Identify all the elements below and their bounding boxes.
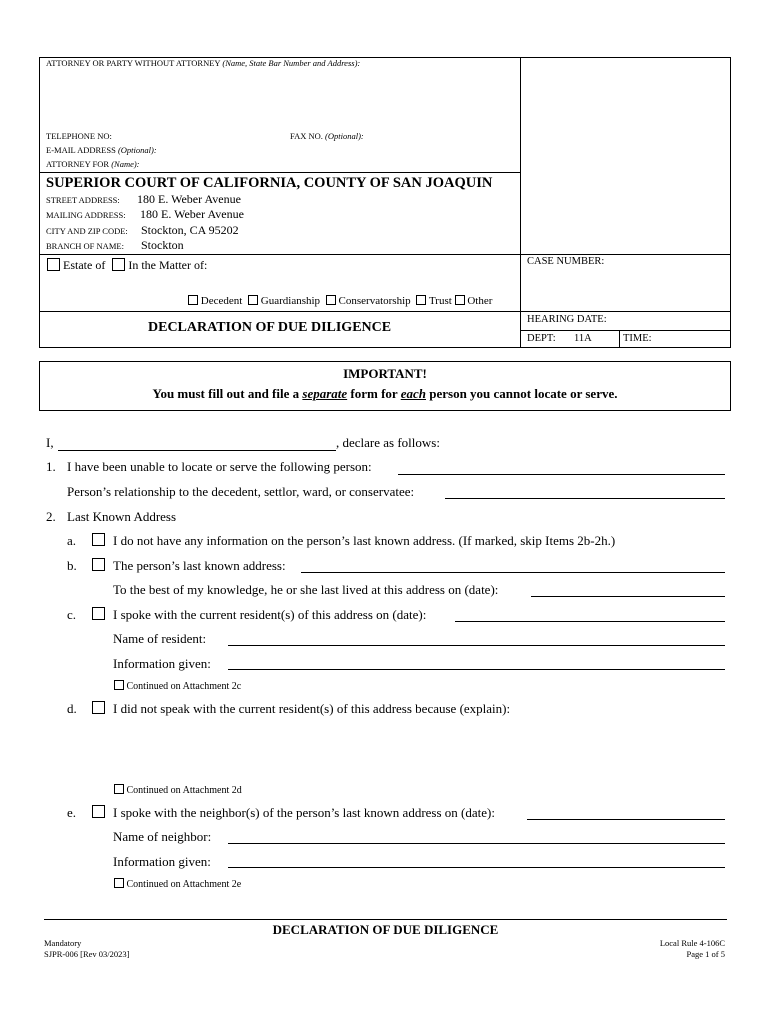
other-label: Other: [467, 295, 493, 307]
item1-text: I have been unable to locate or serve the following person:: [67, 459, 372, 474]
branch-value: Stockton: [141, 238, 184, 252]
item-2e-text: I spoke with the neighbor(s) of the person’s last known address on (date):: [113, 805, 495, 820]
item-2d-continued-checkbox[interactable]: [114, 784, 124, 794]
intro-suffix: , declare as follows:: [336, 435, 440, 450]
item1-relationship-label: Person’s relationship to the decedent, settlor, ward, or conservatee:: [67, 484, 415, 499]
item2-text: Last Known Address: [67, 509, 177, 524]
item-2d-explain-area[interactable]: [113, 720, 725, 780]
divider-estate-title: [39, 311, 731, 312]
city-zip-label: CITY AND ZIP CODE:: [46, 226, 128, 236]
time-label: TIME:: [623, 333, 652, 344]
item-2c-name-label: Name of resident:: [113, 631, 207, 646]
important-title: IMPORTANT!: [343, 366, 427, 381]
neighbor-spoke-date-field[interactable]: [527, 819, 725, 820]
resident-name-field[interactable]: [228, 645, 725, 646]
trust-label: Trust: [428, 295, 452, 307]
divider-dept-time: [619, 330, 620, 348]
item-2e-checkbox[interactable]: [92, 805, 105, 818]
footer-title: DECLARATION OF DUE DILIGENCE: [272, 922, 499, 937]
case-number-label: CASE NUMBER:: [527, 256, 605, 267]
divider-hearing-dept: [520, 330, 731, 331]
item-2c-text: I spoke with the current resident(s) of this address on (date):: [113, 607, 427, 622]
city-zip-value: Stockton, CA 95202: [141, 223, 239, 237]
mailing-address-label: MAILING ADDRESS:: [46, 210, 126, 220]
other-checkbox[interactable]: [455, 295, 465, 305]
last-lived-date-field[interactable]: [531, 596, 725, 597]
item-2c-checkbox[interactable]: [92, 607, 105, 620]
estate-of-checkbox[interactable]: [47, 258, 60, 271]
conservatorship-label: Conservatorship: [338, 295, 411, 307]
item-2e-continued: [114, 878, 241, 890]
item-2b-checkbox[interactable]: [92, 558, 105, 571]
dept-label: DEPT:: [527, 333, 556, 344]
court-title: SUPERIOR COURT OF CALIFORNIA, COUNTY OF SAN JOAQUIN: [46, 175, 493, 191]
conservatorship-checkbox[interactable]: [326, 295, 336, 305]
trust-checkbox[interactable]: [416, 295, 426, 305]
divider-attorney-court: [39, 172, 520, 173]
relationship-field[interactable]: [445, 498, 725, 499]
estate-of-label: Estate of: [63, 258, 106, 272]
declarant-name-field[interactable]: [58, 450, 336, 451]
attorney-for-label: ATTORNEY FOR (Name):: [46, 159, 140, 169]
caption-divider-vertical: [520, 57, 521, 348]
important-text: You must fill out and file a separate form for each person you cannot locate or serve.: [152, 386, 618, 401]
item-2e-continued-checkbox[interactable]: [114, 878, 124, 888]
street-address-label: STREET ADDRESS:: [46, 195, 120, 205]
estate-row: [47, 258, 207, 273]
fax-label: FAX NO. (Optional):: [290, 131, 364, 141]
item-2a-checkbox[interactable]: [92, 533, 105, 546]
divider-court-estate: [39, 254, 731, 255]
item2-number: 2.: [46, 509, 56, 524]
in-the-matter-of-label: In the Matter of:: [128, 258, 208, 272]
footer-local-rule: Local Rule 4-106C: [659, 938, 725, 948]
item1-number: 1.: [46, 459, 56, 474]
item-2d-continued-label: Continued on Attachment 2d: [126, 785, 242, 796]
decedent-checkbox[interactable]: [188, 295, 198, 305]
footer-mandatory: Mandatory: [44, 938, 82, 948]
attorney-label: ATTORNEY OR PARTY WITHOUT ATTORNEY (Name, State Bar Number and Address):: [46, 58, 361, 68]
case-type-options: [188, 295, 492, 307]
guardianship-checkbox[interactable]: [248, 295, 258, 305]
decedent-label: Decedent: [200, 295, 243, 307]
item-2a-letter: a.: [67, 533, 77, 548]
footer-form-number: SJPR-006 [Rev 03/2023]: [44, 949, 130, 959]
item-2e-info-label: Information given:: [113, 854, 211, 869]
item-2d-text: I did not speak with the current resident(s) of this address because (explain):: [113, 701, 511, 716]
item-2b-best-knowledge: To the best of my knowledge, he or she last lived at this address on (date):: [113, 582, 499, 597]
neighbor-info-field[interactable]: [228, 867, 725, 868]
item-2e-letter: e.: [67, 805, 77, 820]
in-the-matter-of-checkbox[interactable]: [112, 258, 125, 271]
email-label: E-MAIL ADDRESS (Optional):: [46, 145, 157, 155]
item-2c-continued: [114, 680, 241, 692]
last-known-address-field[interactable]: [301, 572, 725, 573]
item-2d-checkbox[interactable]: [92, 701, 105, 714]
item-2d-letter: d.: [67, 701, 77, 716]
branch-label: BRANCH OF NAME:: [46, 241, 124, 251]
street-address-value: 180 E. Weber Avenue: [137, 192, 241, 206]
item-2b-letter: b.: [67, 558, 77, 573]
person-name-field[interactable]: [398, 474, 725, 475]
item-2c-info-label: Information given:: [113, 656, 211, 671]
form-title: DECLARATION OF DUE DILIGENCE: [148, 320, 392, 335]
footer-rule: [44, 919, 727, 920]
item-2d-continued: [114, 784, 242, 796]
guardianship-label: Guardianship: [260, 295, 321, 307]
neighbor-name-field[interactable]: [228, 843, 725, 844]
intro-prefix: I,: [46, 435, 54, 450]
item-2a-text: I do not have any information on the person’s last known address. (If marked, skip Items 2b-2h.): [113, 533, 616, 548]
item-2c-continued-label: Continued on Attachment 2c: [126, 681, 242, 692]
resident-spoke-date-field[interactable]: [455, 621, 725, 622]
item-2b-text: The person’s last known address:: [113, 558, 286, 573]
item-2e-name-label: Name of neighbor:: [113, 829, 212, 844]
hearing-date-label: HEARING DATE:: [527, 314, 607, 325]
resident-info-field[interactable]: [228, 669, 725, 670]
item-2e-continued-label: Continued on Attachment 2e: [126, 879, 242, 890]
item-2c-letter: c.: [67, 607, 77, 622]
dept-value: 11A: [574, 333, 592, 344]
item-2c-continued-checkbox[interactable]: [114, 680, 124, 690]
telephone-label: TELEPHONE NO:: [46, 131, 112, 141]
footer-page-number: Page 1 of 5: [686, 949, 725, 959]
mailing-address-value: 180 E. Weber Avenue: [140, 207, 244, 221]
